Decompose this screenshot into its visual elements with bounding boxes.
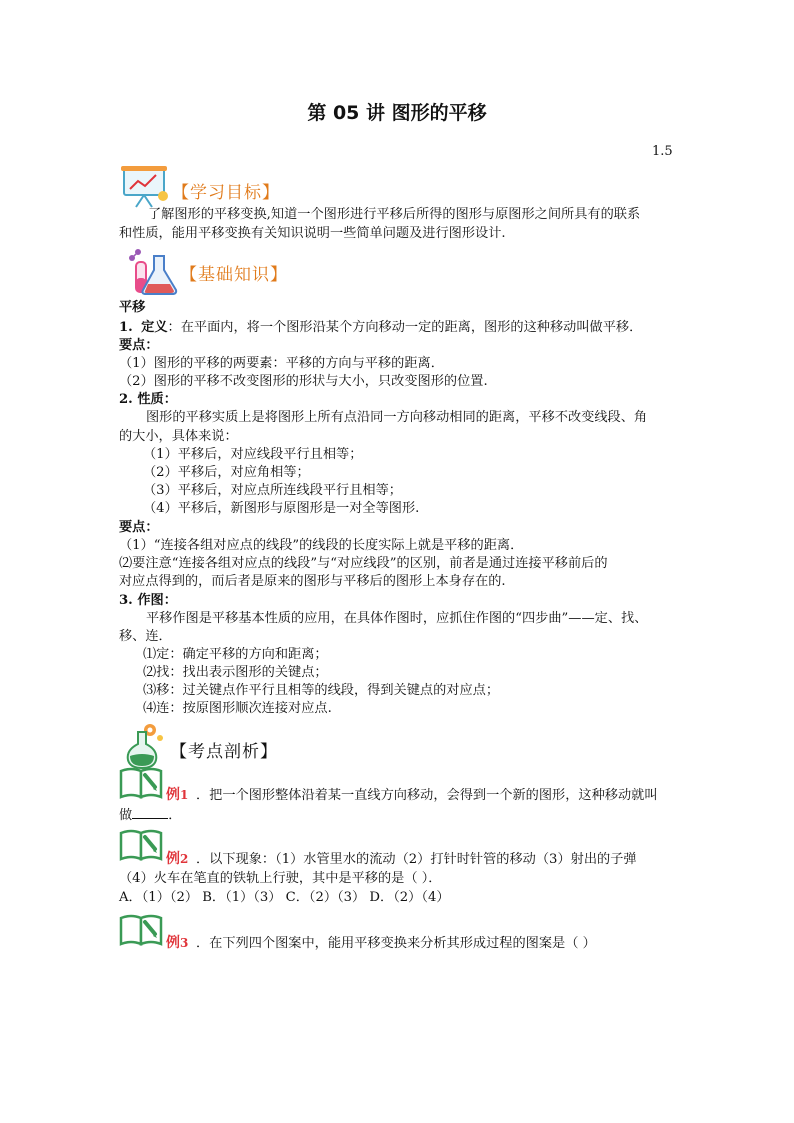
definition-label: 定义 bbox=[141, 320, 168, 335]
key-point: 对应点得到的，而后者是原来的图形与平移后的图形上本身存在的. bbox=[119, 574, 506, 589]
property-item: （2）平移后，对应角相等； bbox=[143, 465, 310, 480]
key-point: （1）“连接各组对应点的线段”的线段的长度实际上就是平移的距离． bbox=[119, 538, 524, 553]
drawing-heading: 3. 作图： bbox=[119, 593, 177, 608]
key-points-label: 要点： bbox=[119, 338, 159, 353]
drawing-intro: 平移作图是平移基本性质的应用，在具体作图时，应抓住作图的“四步曲”——定、找、 bbox=[146, 611, 648, 626]
example-2-text: ．以下现象：（1）水管里水的流动（2）打针时针管的移动（3）射出的子弹 bbox=[196, 852, 637, 867]
objectives-line: 和性质，能用平移变换有关知识说明一些简单问题及进行图形设计. bbox=[119, 226, 506, 241]
page-number: 1.5 bbox=[652, 144, 673, 159]
property-item: （1）平移后，对应线段平行且相等； bbox=[143, 447, 363, 462]
open-book-pencil-icon bbox=[119, 912, 165, 946]
properties-heading: 2. 性质： bbox=[119, 392, 177, 407]
definition-line bbox=[119, 319, 642, 337]
definition-number: 1. bbox=[119, 320, 133, 335]
property-item: （3）平移后，对应点所连线段平行且相等； bbox=[143, 483, 402, 498]
lab-flask-icon bbox=[122, 722, 168, 770]
basics-heading: 【基础知识】 bbox=[180, 265, 288, 285]
page-title: 第 05 讲 图形的平移 bbox=[307, 102, 487, 124]
open-book-pencil-icon bbox=[119, 765, 165, 799]
properties-intro: 的大小，具体来说： bbox=[119, 429, 238, 444]
example-2-label: 例2 bbox=[166, 851, 189, 867]
example-2-text-2: （4）火车在笔直的铁轨上行驶，其中是平移的是（ ）． bbox=[119, 871, 442, 886]
open-book-pencil-icon bbox=[119, 827, 165, 861]
drawing-step: ⑵找：找出表示图形的关键点； bbox=[143, 665, 328, 680]
example-1-label: 例1 bbox=[166, 787, 189, 803]
example-3-label: 例3 bbox=[166, 935, 189, 951]
example-1-text-2: 做 ． bbox=[119, 808, 182, 823]
example-1-text: ．把一个图形整体沿着某一直线方向移动，会得到一个新的图形，这种移动就叫 bbox=[196, 788, 658, 803]
key-point: （1）图形的平移的两要素：平移的方向与平移的距离． bbox=[119, 356, 444, 371]
properties-intro: 图形的平移实质上是将图形上所有点沿同一方向移动相同的距离，平移不改变线段、角 bbox=[146, 410, 648, 425]
key-point: ⑵要注意“连接各组对应点的线段”与“对应线段”的区别，前者是通过连接平移前后的 bbox=[119, 556, 608, 571]
chemistry-flask-icon bbox=[124, 248, 180, 298]
objectives-line: 了解图形的平移变换,知道一个图形进行平移后所得的图形与原图形之间所具有的联系 bbox=[148, 207, 641, 222]
property-item: （4）平移后，新图形与原图形是一对全等图形. bbox=[143, 501, 420, 516]
definition-text: ：在平面内，将一个图形沿某个方向移动一定的距离，图形的这种移动叫做平移． bbox=[167, 320, 643, 335]
example-3-text: ．在下列四个图案中，能用平移变换来分析其形成过程的图案是（ ） bbox=[196, 936, 596, 951]
drawing-step: ⑷连：按原图形顺次连接对应点. bbox=[143, 701, 332, 716]
topic-heading: 平移 bbox=[119, 300, 146, 315]
key-points-label: 要点： bbox=[119, 520, 159, 535]
objectives-heading: 【学习目标】 bbox=[172, 183, 280, 203]
presentation-board-icon bbox=[118, 163, 170, 209]
drawing-step: ⑴定：确定平移的方向和距离； bbox=[143, 647, 328, 662]
example-2-options: A．（1）（2） B．（1）（3） C．（2）（3） D．（2）（4） bbox=[119, 890, 450, 905]
analysis-heading: 【考点剖析】 bbox=[170, 742, 278, 762]
key-point: （2）图形的平移不改变图形的形状与大小，只改变图形的位置. bbox=[119, 374, 488, 389]
drawing-step: ⑶移：过关键点作平行且相等的线段，得到关键点的对应点； bbox=[143, 683, 500, 698]
drawing-intro: 移、连． bbox=[119, 629, 172, 644]
answer-blank[interactable] bbox=[132, 806, 168, 819]
